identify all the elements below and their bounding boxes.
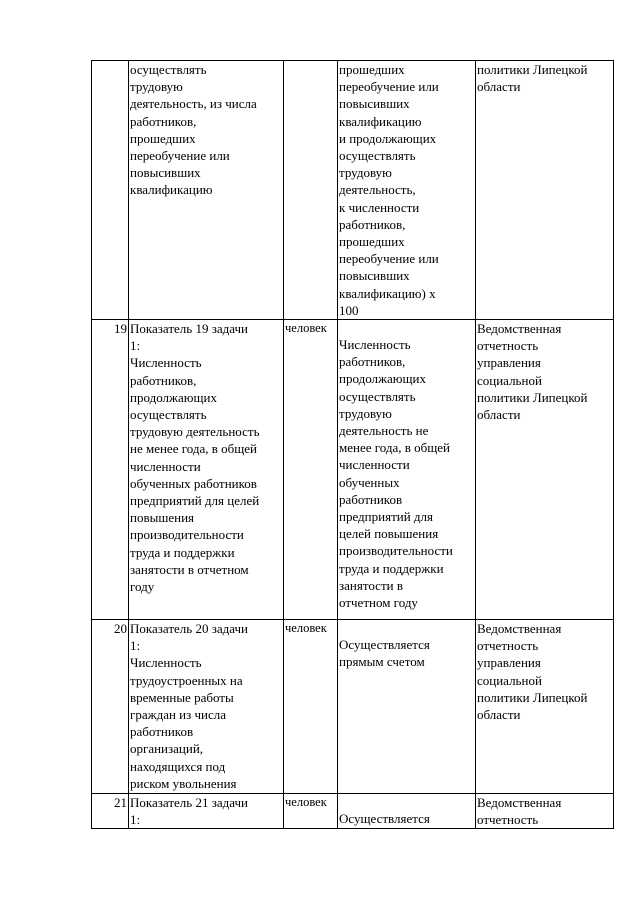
table-row	[92, 620, 614, 794]
row-number: 19	[92, 320, 129, 620]
calculation-method: прошедших переобучение или повысивших квалификацию и продолжающих осуществлять трудовую деятельность, к численности работников, прошедших переобучение или повысивших квалификацию) х 100	[338, 61, 476, 320]
indicator-name: осуществлять трудовую деятельность, из числа работников, прошедших переобучение или повысивших квалификацию	[129, 61, 284, 320]
indicator-name: Показатель 21 задачи 1:	[129, 794, 284, 829]
indicator-name: Показатель 20 задачи 1: Численность трудоустроенных на временные работы граждан из числа работников организаций, находящихся под риском увольнения	[129, 620, 284, 794]
row-number: 21	[92, 794, 129, 829]
calculation-method: Численность работников, продолжающих осуществлять трудовую деятельность не менее года, в общей численности обученных работников предприятий для целей повышения производительности труда и поддержки занятости в отчетном году	[338, 320, 476, 620]
calculation-method: Осуществляется прямым счетом	[338, 620, 476, 794]
data-source: Ведомственная отчетность	[476, 794, 614, 829]
unit-of-measure: человек	[284, 320, 338, 620]
indicator-table	[91, 60, 614, 829]
unit-of-measure	[284, 61, 338, 320]
table-row	[92, 794, 614, 829]
row-number: 20	[92, 620, 129, 794]
unit-of-measure: человек	[284, 620, 338, 794]
table-row	[92, 320, 614, 620]
indicator-name: Показатель 19 задачи 1: Численность работников, продолжающих осуществлять трудовую деятельность не менее года, в общей численности обученных работников предприятий для целей повышения производительности труда и поддержки занятости в отчетном году	[129, 320, 284, 620]
calculation-method: Осуществляется	[338, 794, 476, 829]
table-row	[92, 61, 614, 320]
row-number	[92, 61, 129, 320]
unit-of-measure: человек	[284, 794, 338, 829]
data-source: политики Липецкой области	[476, 61, 614, 320]
data-source: Ведомственная отчетность управления социальной политики Липецкой области	[476, 620, 614, 794]
data-source: Ведомственная отчетность управления социальной политики Липецкой области	[476, 320, 614, 620]
